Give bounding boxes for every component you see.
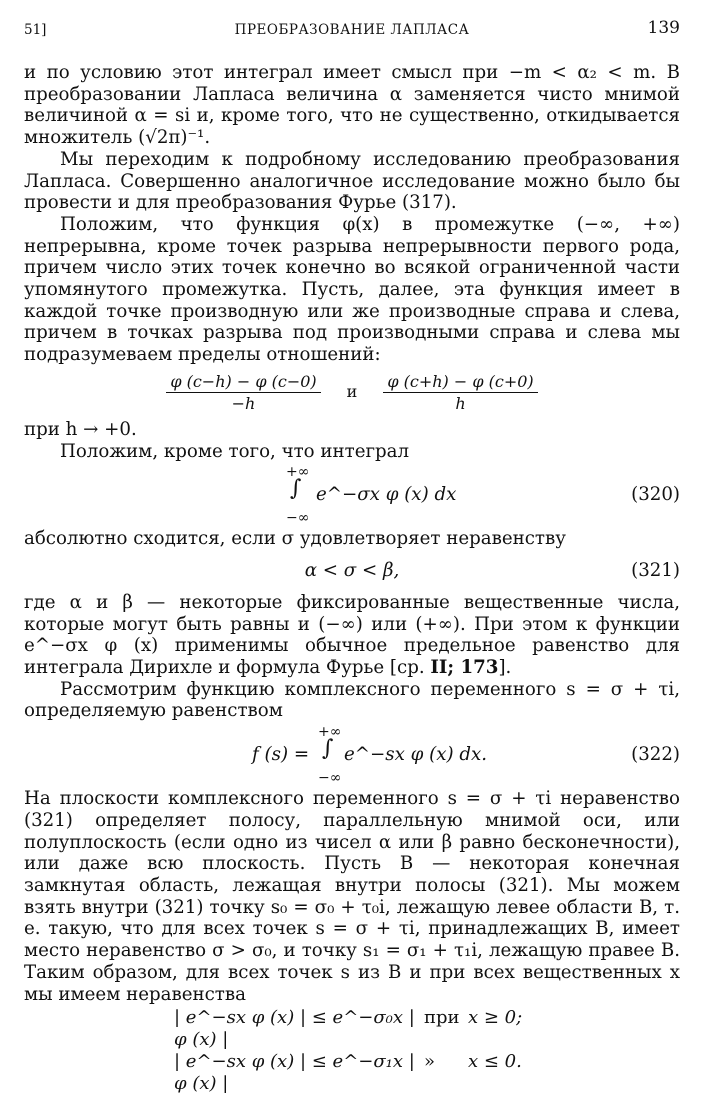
inequality-2-cond: x ≤ 0.: [468, 1051, 522, 1073]
paragraph-8: Рассмотрим функцию комплексного переменного s = σ + τi, определяемую равенством: [24, 678, 680, 722]
equation-320: +∞ ∫ −∞ e^−σx φ (x) dx (320): [24, 462, 680, 528]
paragraph-7-end: ].: [498, 657, 512, 679]
lower-limit: −∞: [286, 510, 310, 527]
equation-322: f (s) = +∞ ∫ −∞ e^−sx φ (x) dx. (322): [24, 722, 680, 788]
integrand-322: e^−sx φ (x) dx.: [344, 744, 488, 766]
right-quotient-denominator: h: [455, 393, 466, 413]
page-body: [24, 62, 680, 1095]
equation-number-320: (320): [631, 484, 680, 506]
equation-321: [24, 550, 680, 592]
reference-bold: II; 173: [430, 657, 499, 679]
equation-number-322: (322): [631, 744, 680, 766]
inequalities: [174, 1007, 680, 1095]
paragraph-6: абсолютно сходится, если σ удовлетворяет неравенству: [24, 528, 566, 550]
equation-number-321: (321): [631, 559, 680, 581]
upper-limit: +∞: [286, 464, 310, 481]
page-header: [24, 18, 680, 42]
paragraph-7: [24, 592, 680, 679]
right-quotient-numerator: φ (c+h) − φ (c+0): [383, 372, 537, 393]
paragraph-4: при h → +0.: [24, 418, 137, 440]
lower-limit: −∞: [318, 770, 342, 787]
right-quotient: [383, 372, 537, 413]
inequality-2-lhs: | e^−sx φ (x) | ≤ e^−σ₁x | φ (x) |: [174, 1051, 415, 1095]
book-page: [24, 0, 680, 1100]
paragraph-7-text: где α и β — некоторые фиксированные вещественные числа, которые могут быть равны и (−∞) или (+∞). При этом к функции e^−σx φ (x) применимы обычное предельное равенство для интеграла Дирихле и формула Фурье [ср.: [24, 591, 680, 679]
paragraph-5: Положим, кроме того, что интеграл: [60, 440, 410, 462]
paragraph-1: и по условию этот интеграл имеет смысл при −m < α₂ < m. В преобразовании Лапласа величина α заменяется чисто мнимой величиной α = si и, кроме того, что не существенно, откидывается множитель (√2π)⁻¹.: [24, 62, 680, 149]
inequality-1-word: при: [424, 1007, 460, 1029]
paragraph-2: Мы переходим к подробному исследованию преобразования Лапласа. Совершенно аналогичное исследование можно было бы провести и для преобразования Фурье (317).: [24, 148, 680, 214]
page-number: 139: [647, 18, 680, 38]
paragraph-9: На плоскости комплексного переменного s = σ + τi неравенство (321) определяет полосу, параллельную мнимой оси, или полуплоскость (если одно из чисел α или β равно бесконечности), или даже всю плоскость. Пусть B — некоторая конечная замкнутая область, лежащая внутри полосы (321). Мы можем взять внутри (321) точку s₀ = σ₀ + τ₀i, лежащую левее области B, т. е. такую, что для всех точек s = σ + τi, принадлежащих B, имеет место неравенство σ > σ₀, и точку s₁ = σ₁ + τ₁i, лежащую правее B. Таким образом, для всех точек s из B и при всех вещественных x мы имеем неравенства: [24, 788, 680, 1005]
inequality-2-word: »: [424, 1051, 436, 1073]
left-quotient: [166, 372, 320, 413]
inequality-2: [174, 1051, 680, 1095]
inequality-1-lhs: | e^−sx φ (x) | ≤ e^−σ₀x | φ (x) |: [174, 1007, 415, 1051]
left-quotient-numerator: φ (c−h) − φ (c−0): [166, 372, 320, 393]
inequality-1-cond: x ≥ 0;: [468, 1007, 523, 1029]
formula-321: α < σ < β,: [304, 559, 400, 581]
running-title: ПРЕОБРАЗОВАНИЕ ЛАПЛАСА: [234, 22, 470, 38]
paragraph-3: Положим, что функция φ(x) в промежутке (−∞, +∞) непрерывна, кроме точек разрыва непрерывности первого рода, причем число этих точек конечно во всякой ограниченной части упомянутого промежутка. Пусть, далее, эта функция имеет в каждой точке производную или же производные справа и слева, причем в точках разрыва под производными справа и слева мы подразумеваем пределы отношений:: [24, 213, 680, 366]
conjunction: и: [346, 382, 358, 402]
inequality-1: [174, 1007, 680, 1051]
section-number: 51]: [24, 22, 47, 38]
integrand-320: e^−σx φ (x) dx: [316, 484, 457, 506]
difference-quotients: [24, 372, 680, 413]
lhs-322: f (s) =: [252, 744, 310, 766]
left-quotient-denominator: −h: [231, 393, 256, 413]
upper-limit: +∞: [318, 724, 342, 741]
